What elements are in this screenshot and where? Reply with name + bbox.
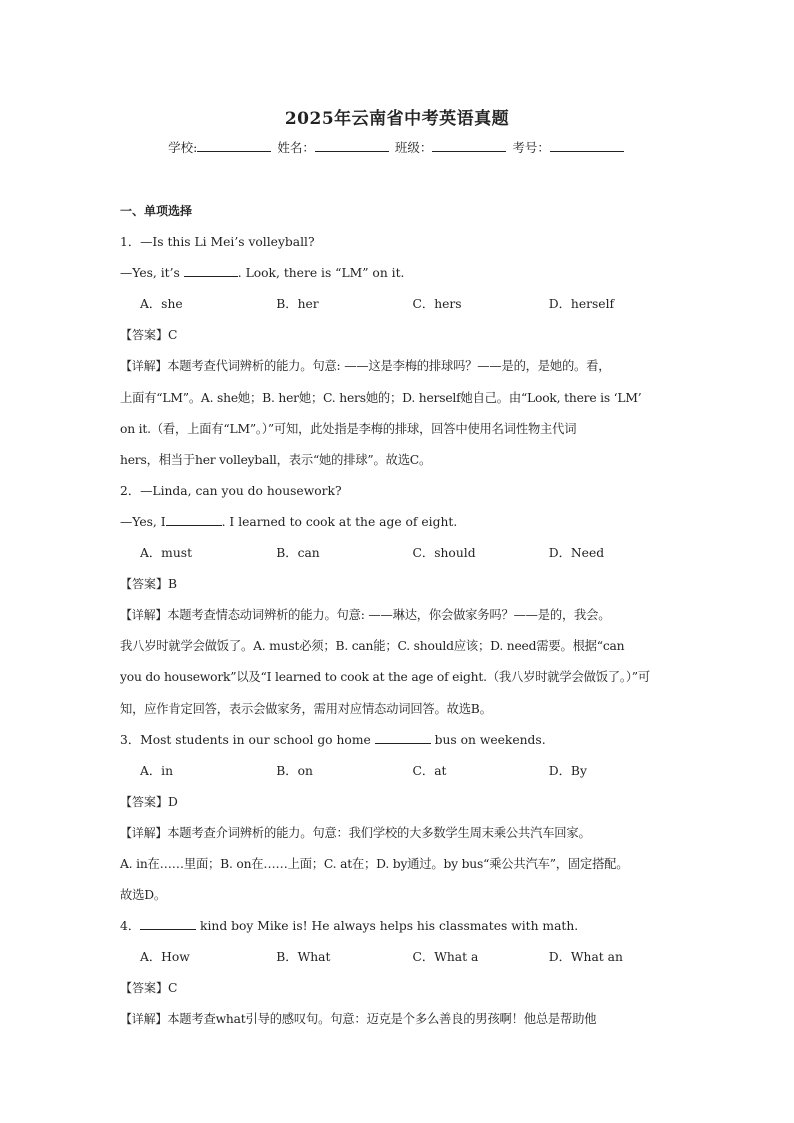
question-2-line-2	[120, 511, 685, 542]
answer-value: C	[168, 328, 178, 343]
option-a: A．in	[140, 763, 174, 778]
question-2-line-1: 2．—Linda, can you do housework?	[120, 483, 342, 498]
detail-label: 【详解】	[120, 608, 168, 623]
question-2-blank	[166, 513, 222, 526]
question-4-detail-line-1	[120, 1008, 685, 1039]
answer-label: 【答案】	[120, 794, 169, 809]
section-title: 一、单项选择	[120, 204, 193, 218]
option-a: A．must	[140, 546, 193, 561]
option-d: D．herself	[548, 297, 615, 312]
option-d: D．What an	[548, 950, 623, 965]
detail-text: 本题考查what引导的感叹句。句意：迈克是个多么善良的男孩啊！他总是帮助他	[167, 1012, 597, 1027]
question-3-text-before: 3．Most students in our school go home	[120, 732, 375, 747]
question-1-text-after: . Look, there is “LM” on it.	[237, 266, 405, 281]
question-2-detail-line-3: you do housework”以及“I learned to cook at the age of eight.（我八岁时就学会做饭了。）”可	[120, 670, 650, 685]
question-1-text-before: —Yes, it’s	[120, 266, 184, 281]
question-3-detail-line-2: A. in在……里面；B. on在……上面；C. at在；D. by通过。by bus“乘公共汽车”，固定搭配。	[120, 856, 629, 871]
answer-value: D	[168, 794, 178, 809]
exam-number-blank	[550, 139, 624, 152]
question-2-detail-line-1	[120, 604, 685, 635]
class-label: 班级：	[394, 140, 433, 155]
class-blank	[432, 139, 506, 152]
question-1-line-2	[120, 262, 685, 293]
question-4-options	[120, 946, 685, 977]
detail-label: 【详解】	[120, 825, 168, 840]
question-2-detail-line-4: 知，应作肯定回答，表示会做家务，需用对应情态动词回答。故选B。	[120, 701, 492, 716]
question-4-text-before: 4．	[120, 919, 141, 934]
student-info-line	[0, 138, 794, 156]
question-3-text-after: bus on weekends.	[430, 732, 546, 747]
answer-label: 【答案】	[120, 577, 169, 592]
option-d: D．Need	[548, 546, 605, 561]
page-title: 2025年云南省中考英语真题	[284, 109, 510, 129]
question-1-answer	[120, 324, 685, 355]
answer-label: 【答案】	[120, 328, 169, 343]
name-label: 姓名：	[277, 140, 315, 155]
answer-value: C	[168, 981, 178, 996]
school-blank	[197, 139, 271, 152]
school-label: 学校:	[168, 140, 198, 155]
detail-text: 本题考查介词辨析的能力。句意：我们学校的大多数学生周末乘公共汽车回家。	[167, 825, 591, 840]
question-2-detail-line-2: 我八岁时就学会做饭了。A. must必须；B. can能；C. should应该；D. need需要。根据“can	[120, 639, 625, 654]
question-4-blank	[140, 917, 196, 930]
option-c: C．What a	[412, 950, 479, 965]
question-2-options	[120, 542, 685, 573]
question-3-answer	[120, 791, 685, 822]
option-c: C．should	[412, 546, 476, 561]
detail-label: 【详解】	[120, 1012, 168, 1027]
question-1-detail-line-2: 上面有“LM”。A. she她；B. her她；C. hers她的；D. herself她自己。由“Look, there is ‘LM’	[120, 390, 642, 405]
question-2-answer	[120, 573, 685, 604]
question-4-text-after: kind boy Mike is! He always helps his classmates with math.	[196, 919, 579, 934]
option-c: C．at	[412, 763, 447, 778]
detail-text: 本题考查情态动词辨析的能力。句意: ——琳达，你会做家务吗？——是的，我会。	[167, 608, 611, 623]
question-4-answer	[120, 977, 685, 1008]
question-2-text-after: . I learned to cook at the age of eight.	[221, 514, 458, 529]
question-3-line-1	[120, 729, 685, 760]
question-1-detail-line-1	[120, 355, 685, 386]
option-b: B．her	[276, 297, 319, 312]
option-d: D．By	[548, 763, 587, 778]
detail-label: 【详解】	[120, 359, 168, 374]
question-3-options	[120, 760, 685, 791]
option-c: C．hers	[412, 297, 462, 312]
answer-value: B	[168, 577, 178, 592]
exam-number-label: 考号：	[512, 140, 550, 155]
name-blank	[315, 139, 389, 152]
question-1-blank	[184, 264, 238, 277]
question-1-detail-line-4: hers，相当于her volleyball，表示“她的排球”。故选C。	[120, 452, 432, 467]
question-3-detail-line-3: 故选D。	[120, 888, 166, 903]
question-3-blank	[375, 731, 431, 744]
question-2-text-before: —Yes, I	[120, 514, 166, 529]
option-a: A．How	[140, 950, 190, 965]
answer-label: 【答案】	[120, 981, 169, 996]
question-3-detail-line-1	[120, 822, 685, 853]
detail-text: 本题考查代词辨析的能力。句意: ——这是李梅的排球吗？——是的，是她的。看，	[167, 359, 611, 374]
option-b: B．What	[276, 950, 331, 965]
question-content	[120, 200, 685, 1040]
option-b: B．can	[276, 546, 320, 561]
question-1-detail-line-3: on it.（看，上面有“LM”。）”可知，此处指是李梅的排球，回答中使用名词性物主代词	[120, 421, 577, 436]
option-a: A．she	[140, 297, 183, 312]
question-1-options	[120, 293, 685, 324]
option-b: B．on	[276, 763, 313, 778]
question-1-line-1: 1．—Is this Li Mei’s volleyball?	[120, 235, 315, 250]
question-4-line-1	[120, 915, 685, 946]
